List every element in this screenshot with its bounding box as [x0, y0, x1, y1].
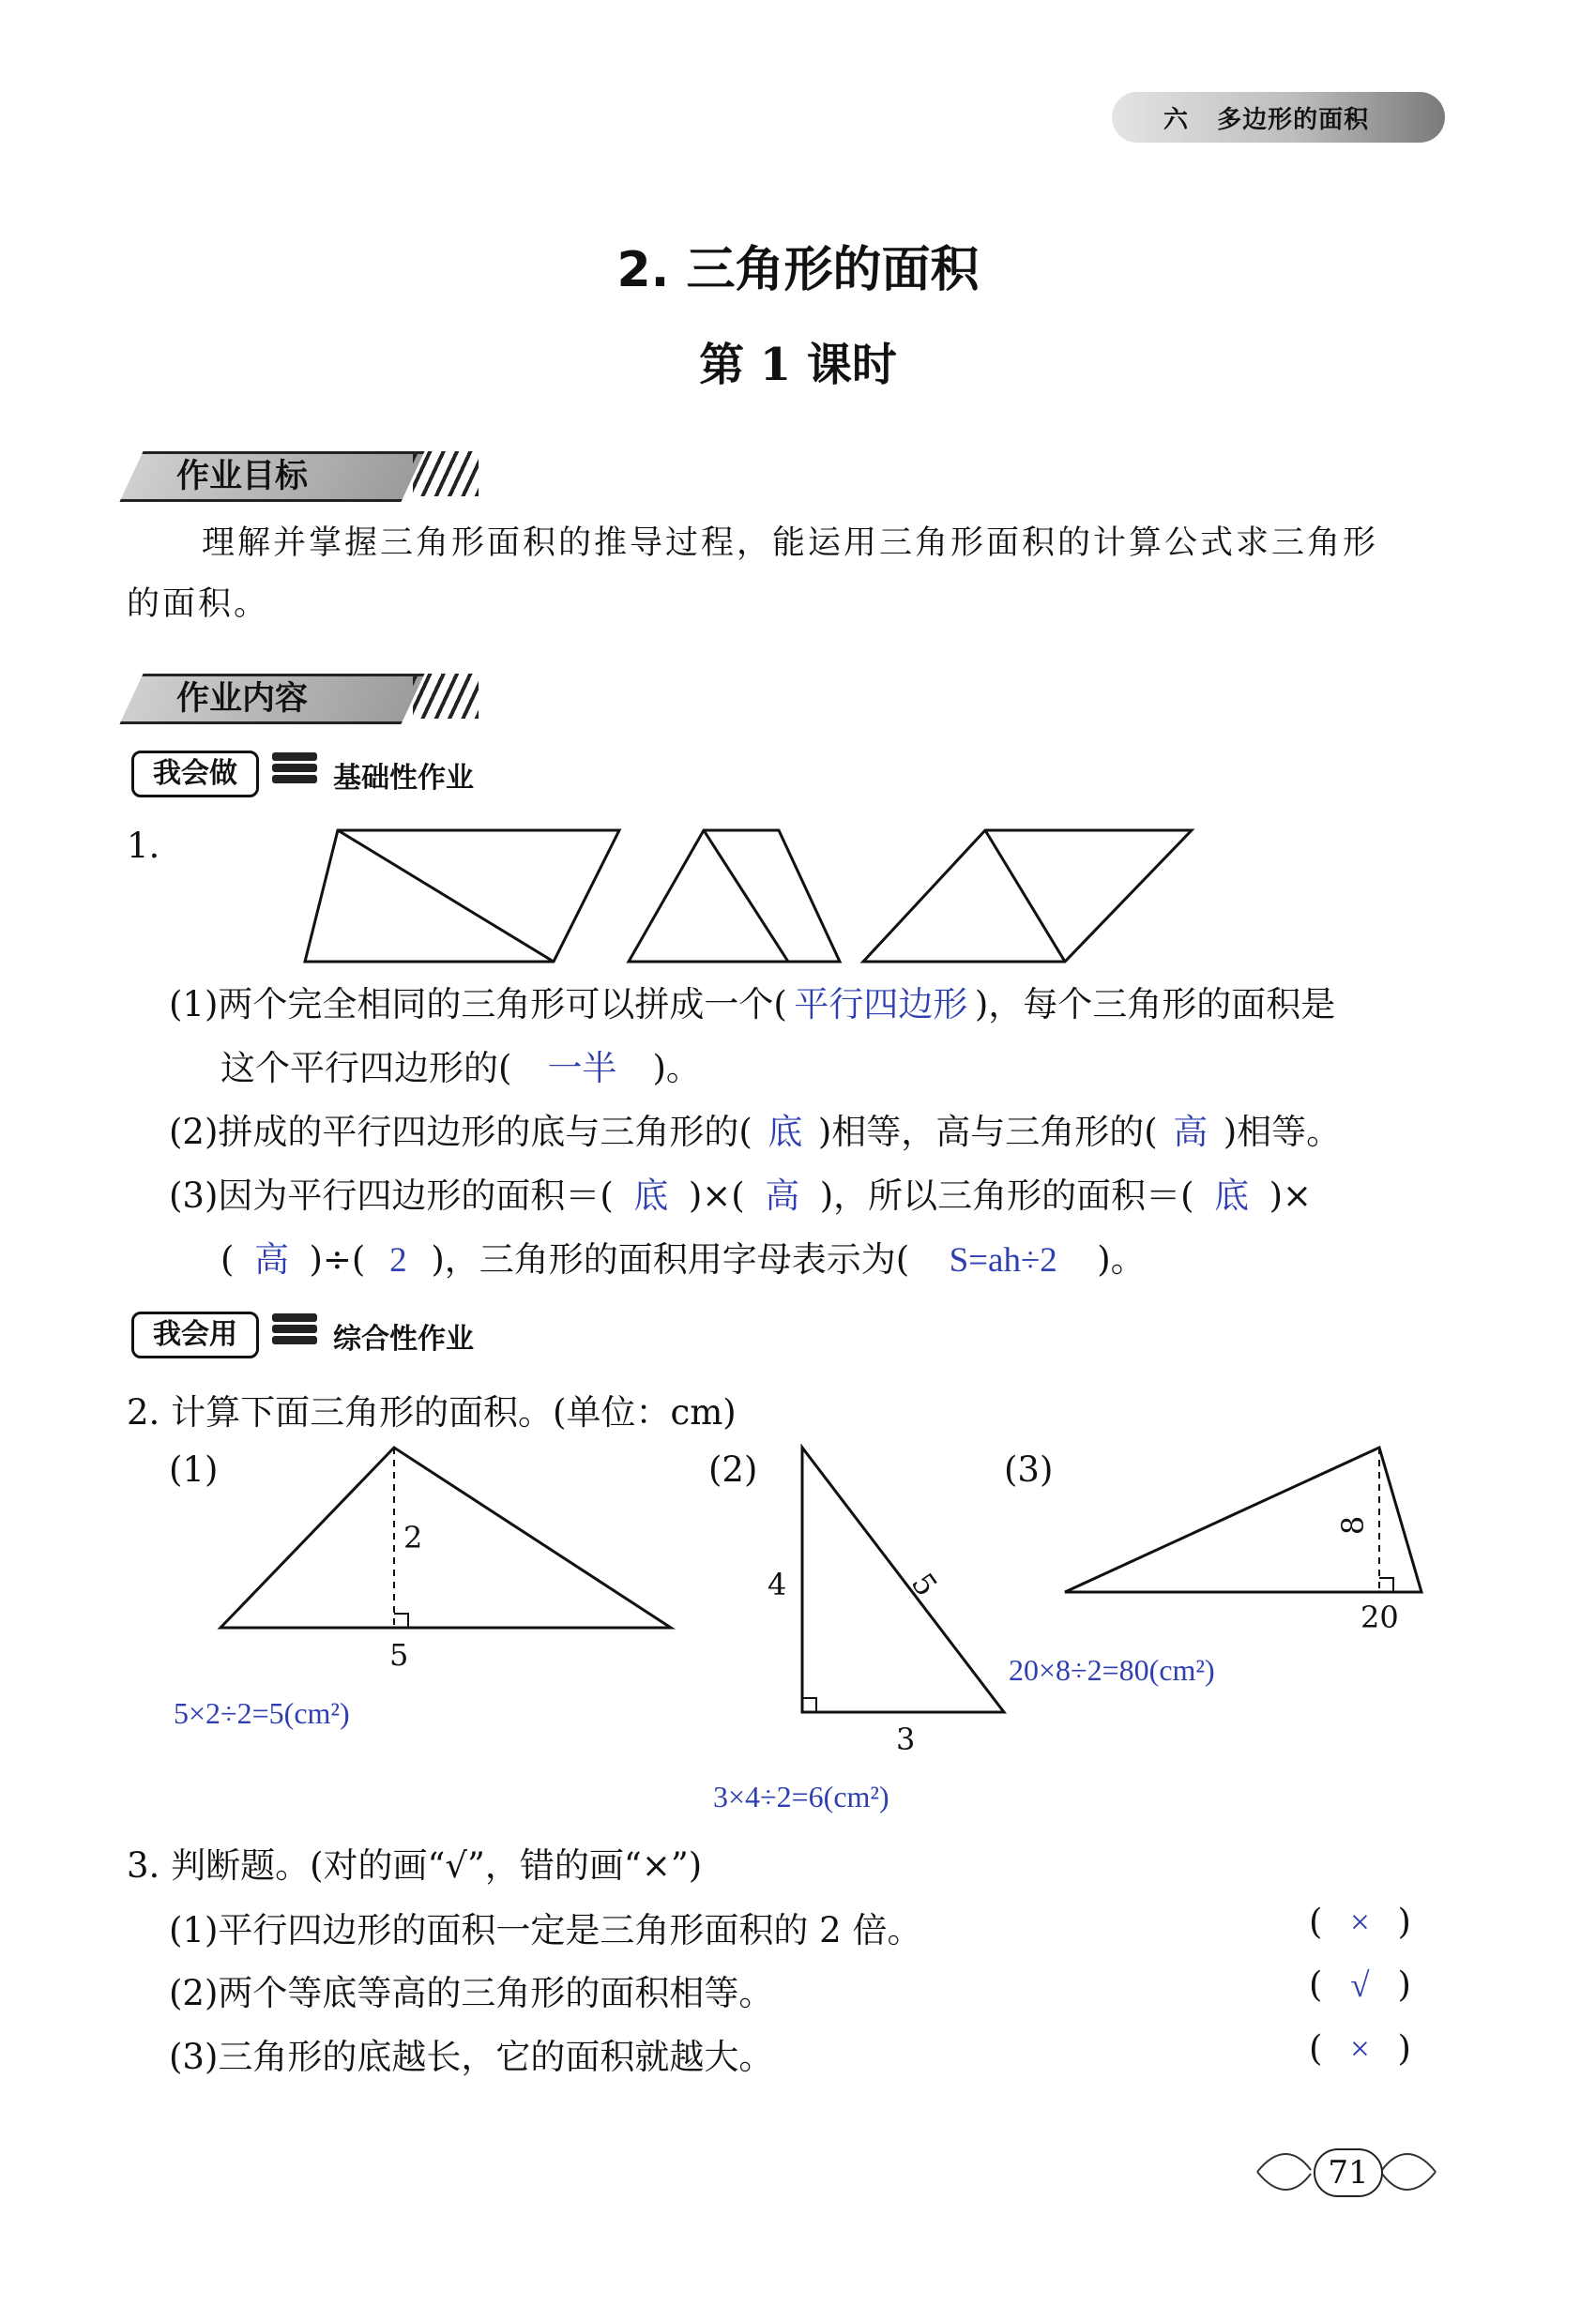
q1-part-3: (3)因为平行四边形的面积＝( 底 )×( 高 )，所以三角形的面积＝( 底 )× [169, 1167, 1312, 1218]
answer-blank: 高 [1173, 1114, 1208, 1152]
question-2-title: 2. 计算下面三角形的面积。(单位：cm) [127, 1392, 737, 1433]
triangle-1-answer: 5×2÷2=5(cm²) [174, 1696, 350, 1730]
objective-line-1: 理解并掌握三角形面积的推导过程，能运用三角形面积的计算公式求三角形 [202, 524, 1379, 562]
objective-banner-label: 作业目标 [176, 458, 309, 495]
q1-part-1-cont: 这个平行四边形的( 一半 )。 [220, 1039, 701, 1090]
judge-item-3-text: (3)三角形的底越长，它的面积就越大。 [169, 2037, 774, 2077]
books-icon [272, 1313, 317, 1353]
triangle-2-vertical-leg: 4 [768, 1567, 787, 1602]
chapter-header [1163, 100, 1369, 135]
q1-part-3-cont: ( 高 )÷( 2 )，三角形的面积用字母表示为( S=ah÷2 )。 [220, 1231, 1146, 1282]
parallelogram-2-diagonal [704, 830, 788, 962]
content-banner-label: 作业内容 [176, 680, 309, 718]
answer-blank: 底 [1214, 1177, 1250, 1216]
answer-blank: 高 [765, 1177, 800, 1216]
parallelogram-2 [629, 830, 840, 962]
q1-part-2: (2)拼成的平行四边形的底与三角形的( 底 )相等，高与三角形的( 高 )相等。 [169, 1103, 1341, 1154]
answer-blank: 一半 [547, 1050, 617, 1088]
triangle-1-figure [216, 1440, 685, 1646]
badge-sub-label: 综合性作业 [333, 1323, 474, 1356]
judge-item-3-answer-box: ( × ) [1309, 2028, 1411, 2069]
question-1-number: 1. [127, 826, 160, 866]
triangle-3-height: 8 [1335, 1515, 1372, 1536]
badge-sub-label: 基础性作业 [333, 762, 474, 795]
q1-parallelogram-figures [281, 816, 1201, 966]
triangle-2-figure [788, 1440, 1032, 1722]
content-banner [131, 668, 507, 724]
badge-label: 我会做 [131, 751, 259, 797]
triangle-3-figure [1060, 1440, 1436, 1600]
comprehensive-homework-badge [131, 1312, 525, 1360]
page-title: 2. 三角形的面积 [616, 242, 980, 298]
basic-homework-badge [131, 751, 525, 799]
judge-item-2-answer-box: ( √ ) [1309, 1965, 1411, 2005]
answer-blank: 底 [633, 1177, 669, 1216]
objective-line-2: 的面积。 [127, 585, 270, 623]
books-icon [272, 752, 317, 792]
parallelogram-1-diagonal [338, 830, 554, 962]
question-3-title: 3. 判断题。(对的画“√”，错的画“×”) [127, 1845, 703, 1886]
fig1-label: (1) [169, 1449, 219, 1490]
judge-item-2-text: (2)两个等底等高的三角形的面积相等。 [169, 1973, 774, 2013]
triangle-3-answer: 20×8÷2=80(cm²) [1009, 1653, 1215, 1687]
q1-part-1: (1)两个完全相同的三角形可以拼成一个( 平行四边形 )，每个三角形的面积是 [169, 976, 1335, 1026]
chapter-number: 六 [1163, 106, 1190, 134]
parallelogram-3-diagonal [985, 830, 1065, 962]
objective-banner [131, 446, 507, 502]
triangle-1-base: 5 [389, 1637, 409, 1673]
triangle-1-height: 2 [403, 1520, 423, 1555]
badge-label: 我会用 [131, 1312, 259, 1358]
triangle-3-base: 20 [1360, 1600, 1399, 1635]
lesson-title: 第 1 课时 [699, 339, 897, 391]
answer-blank: 高 [253, 1241, 289, 1280]
parallelogram-3 [863, 830, 1192, 962]
judge-item-1-answer: × [1350, 1904, 1370, 1942]
answer-blank: 平行四边形 [794, 986, 968, 1024]
triangle-2-base: 3 [896, 1722, 916, 1757]
judge-item-2-answer: √ [1350, 1966, 1370, 2005]
parallelogram-1 [305, 830, 619, 962]
page-number: 71 [1314, 2148, 1383, 2197]
triangle-2-answer: 3×4÷2=6(cm²) [713, 1780, 889, 1813]
fig2-label: (2) [708, 1449, 758, 1490]
chapter-title: 多边形的面积 [1217, 106, 1370, 134]
judge-item-1-answer-box: ( × ) [1309, 1902, 1411, 1942]
answer-blank: S=ah÷2 [949, 1241, 1057, 1280]
answer-blank: 2 [389, 1241, 407, 1280]
triangle-2-hypotenuse: 5 [904, 1566, 945, 1603]
judge-item-1-text: (1)平行四边形的面积一定是三角形面积的 2 倍。 [169, 1910, 922, 1950]
fig3-label: (3) [1004, 1449, 1054, 1490]
answer-blank: 底 [768, 1114, 803, 1152]
judge-item-3-answer: × [1350, 2030, 1370, 2069]
